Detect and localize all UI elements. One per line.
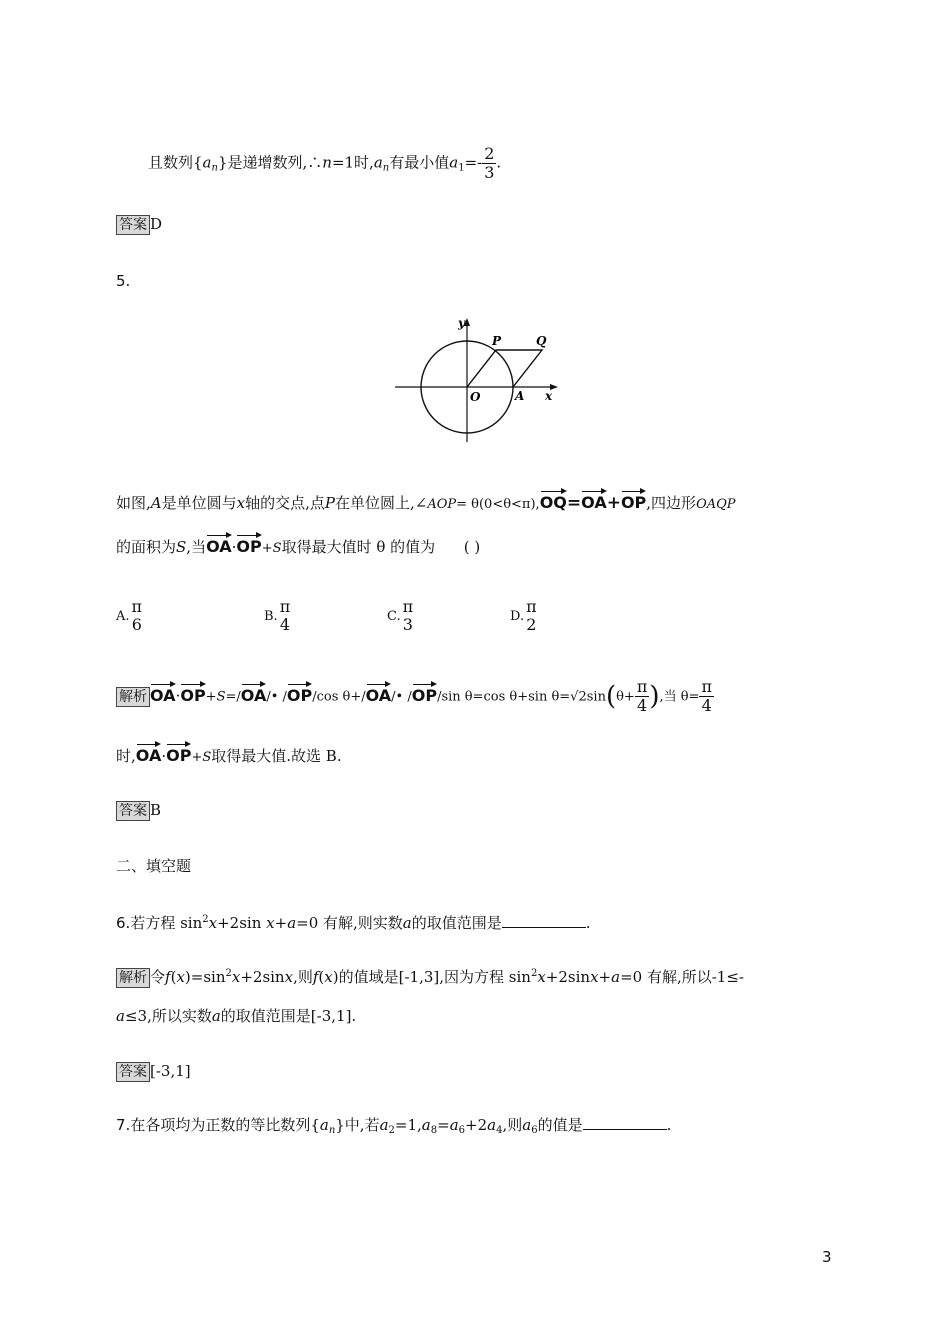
analysis-tag: 解析 bbox=[116, 968, 150, 988]
label-x: x bbox=[545, 389, 553, 403]
option-d: D. π 2 bbox=[510, 597, 537, 634]
analysis-5-line-1: 解析 OA·OP+S=/OA/• /OP/cos θ+/OA/• /OP/sin θ=cos θ+sin θ=√2sin(θ+ $\frac{\pi}{4}$ ),当 θ= $\frac{\pi}{4}$ bbox=[116, 678, 714, 715]
label-o: O bbox=[470, 390, 481, 404]
section-heading: 二、填空题 bbox=[116, 857, 192, 875]
vector-op: OP bbox=[166, 742, 191, 766]
analysis-5-line-2: 时,OA·OP+S取得最大值.故选 B. bbox=[116, 742, 342, 768]
vector-oa: OA bbox=[150, 682, 176, 706]
fraction: $\frac{2}{3}$ bbox=[484, 144, 495, 182]
question-number-5: 5. bbox=[116, 272, 131, 290]
vector-op: OP bbox=[180, 682, 205, 706]
label-y: y bbox=[458, 316, 465, 330]
answer-line-3: 答案 [-3,1] bbox=[116, 1061, 191, 1082]
label-a: A bbox=[515, 389, 525, 403]
vector-op: OP bbox=[287, 682, 312, 706]
vector-oa: OA bbox=[206, 533, 232, 557]
label-p: P bbox=[492, 334, 502, 348]
label-q: Q bbox=[536, 334, 547, 348]
vector-oq: OQ bbox=[540, 489, 567, 513]
analysis-6-line-2: a≤3,所以实数a的取值范围是[-3,1]. bbox=[116, 1007, 357, 1025]
answer-tag: 答案 bbox=[116, 1062, 150, 1082]
vector-oa: OA bbox=[241, 682, 267, 706]
option-b: B. π 4 bbox=[264, 597, 291, 634]
vector-oa: OA bbox=[581, 489, 607, 513]
vector-oa: OA bbox=[136, 742, 162, 766]
analysis-tag: 解析 bbox=[116, 687, 150, 707]
answer-tag: 答案 bbox=[116, 215, 150, 235]
question-5-line-2: 的面积为S,当OA·OP+S取得最大值时 θ 的值为 ( ) bbox=[116, 533, 480, 559]
vector-op: OP bbox=[621, 489, 646, 513]
option-a: A. π 6 bbox=[116, 597, 143, 634]
answer-blank bbox=[583, 1115, 667, 1130]
option-c: C. π 3 bbox=[387, 597, 414, 634]
page-number: 3 bbox=[822, 1248, 832, 1266]
answer-blank bbox=[502, 913, 586, 928]
quadrilateral-oaqp bbox=[467, 350, 542, 387]
question-7: 7.在各项均为正数的等比数列$\{a_n\}$中,若$a_2=1,a_8=a_6+2a_4$,则$a_6$的值是 . bbox=[116, 1116, 672, 1136]
vector-op: OP bbox=[236, 533, 261, 557]
vector-op: OP bbox=[412, 682, 437, 706]
unit-circle-figure bbox=[390, 310, 570, 450]
vector-oa: OA bbox=[366, 682, 392, 706]
answer-tag: 答案 bbox=[116, 801, 150, 821]
text-line-1: 且数列$\{a_n\}$是递增数列,∴n=1时$,a_n$有最小值$a_1=-$ $\frac{2}{3}$ . bbox=[148, 144, 502, 182]
answer-line-1: 答案 D bbox=[116, 214, 162, 235]
question-5-line-1: 如图,A是单位圆与x轴的交点,点P在单位圆上,∠AOP= θ(0<θ<π),OQ=OA+OP,四边形OAQP bbox=[116, 489, 736, 515]
answer-line-2: 答案 B bbox=[116, 800, 161, 821]
analysis-6-line-1: 解析 令$f(x)=\sin^2x+2\sin x$,则f(x)的值域是[-1,3],因为方程 $\sin^2x+2\sin x+a=0$ 有解,所以-1≤- bbox=[116, 964, 744, 988]
question-6: 6.若方程 $\sin^2x+2\sin$ x+a=0 有解,则实数a的取值范围是 . bbox=[116, 914, 591, 932]
